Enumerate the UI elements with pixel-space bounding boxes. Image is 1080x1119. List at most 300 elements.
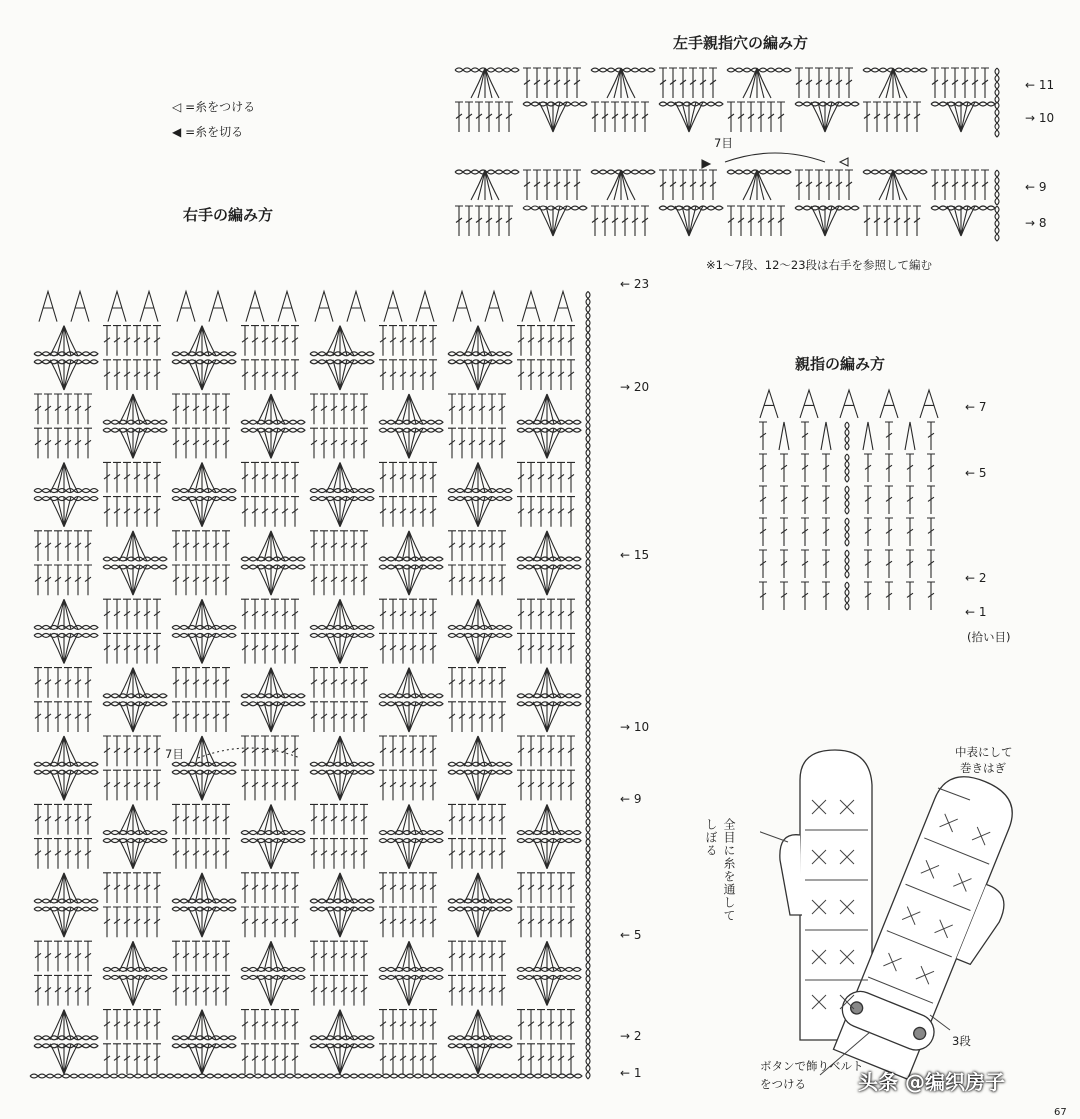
double-crochet-symbol xyxy=(271,907,279,937)
chain-stitch-symbol xyxy=(172,1044,236,1048)
double-crochet-symbol xyxy=(409,770,417,800)
double-crochet-symbol xyxy=(350,428,358,458)
double-crochet-symbol xyxy=(84,428,92,458)
double-crochet-symbol xyxy=(419,1010,427,1040)
double-crochet-symbol xyxy=(379,1010,387,1040)
decrease-symbol xyxy=(800,390,818,418)
double-crochet-symbol xyxy=(759,550,767,578)
double-crochet-symbol xyxy=(291,873,299,903)
double-crochet-symbol xyxy=(527,326,535,356)
double-crochet-symbol xyxy=(350,839,358,869)
double-crochet-symbol xyxy=(885,518,893,546)
double-crochet-symbol xyxy=(360,975,368,1005)
double-crochet-symbol xyxy=(113,497,121,527)
double-crochet-symbol xyxy=(222,531,230,561)
double-crochet-symbol xyxy=(192,804,200,834)
double-crochet-symbol xyxy=(429,599,437,629)
double-crochet-symbol xyxy=(34,804,42,834)
chain-stitch-symbol xyxy=(310,907,374,911)
lt-row-8: → 8 xyxy=(1025,216,1047,230)
double-crochet-symbol xyxy=(291,736,299,766)
double-crochet-symbol xyxy=(64,839,72,869)
double-crochet-symbol xyxy=(399,497,407,527)
double-crochet-symbol xyxy=(153,326,161,356)
double-crochet-symbol xyxy=(498,804,506,834)
rh-row-10: → 10 xyxy=(620,720,650,734)
double-crochet-symbol xyxy=(864,582,872,610)
double-crochet-symbol xyxy=(251,326,259,356)
double-crochet-symbol xyxy=(527,497,535,527)
double-crochet-symbol xyxy=(143,497,151,527)
double-crochet-symbol xyxy=(927,550,935,578)
chain-stitch-symbol xyxy=(103,420,167,424)
double-crochet-symbol xyxy=(759,582,767,610)
chain-stitch-symbol xyxy=(241,975,305,979)
double-crochet-symbol xyxy=(961,68,969,98)
chain-stitch-symbol xyxy=(659,206,723,210)
double-crochet-symbol xyxy=(478,804,486,834)
chain-stitch-symbol xyxy=(795,206,859,210)
double-crochet-symbol xyxy=(448,975,456,1005)
double-crochet-symbol xyxy=(409,1044,417,1074)
double-crochet-symbol xyxy=(927,486,935,514)
double-crochet-symbol xyxy=(271,770,279,800)
double-crochet-symbol xyxy=(601,102,609,132)
chain-stitch-symbol xyxy=(172,352,236,356)
decrease-symbol xyxy=(71,291,89,321)
chain-stitch-symbol xyxy=(448,625,512,629)
double-crochet-symbol xyxy=(64,428,72,458)
double-crochet-symbol xyxy=(399,907,407,937)
double-crochet-symbol xyxy=(182,428,190,458)
double-crochet-symbol xyxy=(222,394,230,424)
double-crochet-symbol xyxy=(767,102,775,132)
double-crochet-symbol xyxy=(517,907,525,937)
double-crochet-symbol xyxy=(537,1044,545,1074)
double-crochet-symbol xyxy=(863,102,871,132)
double-crochet-symbol xyxy=(64,941,72,971)
double-crochet-symbol xyxy=(537,360,545,390)
label-button-line2: をつける xyxy=(760,1077,806,1091)
double-crochet-symbol xyxy=(251,633,259,663)
double-crochet-symbol xyxy=(241,907,249,937)
double-crochet-symbol xyxy=(780,550,788,578)
double-crochet-symbol xyxy=(123,599,131,629)
double-crochet-symbol xyxy=(537,462,545,492)
chain-stitch-symbol xyxy=(517,420,581,424)
double-crochet-symbol xyxy=(498,394,506,424)
double-crochet-symbol xyxy=(547,770,555,800)
double-crochet-symbol xyxy=(517,462,525,492)
double-crochet-symbol xyxy=(767,206,775,236)
double-crochet-symbol xyxy=(143,873,151,903)
chain-stitch-symbol xyxy=(517,702,581,706)
double-crochet-symbol xyxy=(251,599,259,629)
thumb-hole-chain xyxy=(725,153,825,162)
double-crochet-symbol xyxy=(527,1044,535,1074)
double-crochet-symbol xyxy=(727,102,735,132)
double-crochet-symbol xyxy=(557,462,565,492)
double-crochet-symbol xyxy=(320,394,328,424)
double-crochet-symbol xyxy=(468,531,476,561)
double-crochet-symbol xyxy=(113,633,121,663)
double-crochet-symbol xyxy=(941,68,949,98)
double-crochet-symbol xyxy=(222,565,230,595)
double-crochet-symbol xyxy=(192,702,200,732)
double-crochet-symbol xyxy=(845,170,853,200)
turning-chain-symbol xyxy=(586,907,590,942)
double-crochet-symbol xyxy=(883,206,891,236)
double-crochet-symbol xyxy=(399,873,407,903)
rh-row-9: ← 9 xyxy=(620,792,642,806)
double-crochet-symbol xyxy=(389,770,397,800)
turning-chain-symbol xyxy=(845,422,849,450)
double-crochet-symbol xyxy=(981,170,989,200)
double-crochet-symbol xyxy=(360,839,368,869)
turning-chain-symbol xyxy=(586,1044,590,1079)
chain-stitch-symbol xyxy=(310,489,374,493)
double-crochet-symbol xyxy=(409,907,417,937)
double-crochet-symbol xyxy=(399,1010,407,1040)
double-crochet-symbol xyxy=(399,1044,407,1074)
double-crochet-symbol xyxy=(261,1044,269,1074)
double-crochet-symbol xyxy=(747,206,755,236)
double-crochet-symbol xyxy=(885,550,893,578)
chain-stitch-symbol xyxy=(517,694,581,698)
chain-stitch-symbol xyxy=(795,102,859,106)
double-crochet-symbol xyxy=(389,633,397,663)
double-crochet-symbol xyxy=(478,839,486,869)
double-crochet-symbol xyxy=(468,565,476,595)
chain-stitch-symbol xyxy=(34,352,98,356)
double-crochet-symbol xyxy=(567,1044,575,1074)
double-crochet-symbol xyxy=(202,702,210,732)
turning-chain-symbol xyxy=(586,736,590,771)
chain-stitch-symbol xyxy=(448,770,512,774)
lt-7-stitches-note: 7目 xyxy=(714,136,733,150)
double-crochet-symbol xyxy=(455,206,463,236)
double-crochet-symbol xyxy=(74,565,82,595)
double-crochet-symbol xyxy=(547,873,555,903)
double-crochet-symbol xyxy=(64,975,72,1005)
cut-text: =糸を切る xyxy=(185,125,244,139)
double-crochet-symbol xyxy=(757,102,765,132)
double-crochet-symbol xyxy=(475,102,483,132)
double-crochet-symbol xyxy=(330,428,338,458)
double-crochet-symbol xyxy=(182,565,190,595)
double-crochet-symbol xyxy=(389,462,397,492)
double-crochet-symbol xyxy=(409,1010,417,1040)
double-crochet-symbol xyxy=(281,360,289,390)
double-crochet-symbol xyxy=(641,102,649,132)
double-crochet-symbol xyxy=(103,360,111,390)
double-crochet-symbol xyxy=(801,486,809,514)
double-crochet-symbol xyxy=(182,804,190,834)
double-crochet-symbol xyxy=(389,907,397,937)
double-crochet-symbol xyxy=(737,206,745,236)
double-crochet-symbol xyxy=(379,770,387,800)
double-crochet-symbol xyxy=(527,599,535,629)
chain-stitch-symbol xyxy=(448,633,512,637)
double-crochet-symbol xyxy=(360,531,368,561)
double-crochet-symbol xyxy=(74,394,82,424)
chain-stitch-symbol xyxy=(931,102,995,106)
double-crochet-symbol xyxy=(291,462,299,492)
double-crochet-symbol xyxy=(192,668,200,698)
double-crochet-symbol xyxy=(379,360,387,390)
double-crochet-symbol xyxy=(133,736,141,766)
chain-stitch-symbol xyxy=(310,360,374,364)
chain-stitch-symbol xyxy=(172,360,236,364)
double-crochet-symbol xyxy=(547,599,555,629)
decrease-symbol xyxy=(384,291,402,321)
label-button-line1: ボタンで飾りベルト xyxy=(760,1059,864,1073)
turning-chain-symbol xyxy=(845,550,849,578)
double-crochet-symbol xyxy=(34,941,42,971)
double-crochet-symbol xyxy=(557,736,565,766)
double-crochet-symbol xyxy=(885,582,893,610)
rh-row-23: ← 23 xyxy=(620,277,650,291)
double-crochet-symbol xyxy=(537,770,545,800)
double-crochet-symbol xyxy=(379,462,387,492)
decrease-symbol xyxy=(39,291,57,321)
label-seam-line2: 巻きはぎ xyxy=(960,761,1006,775)
double-crochet-symbol xyxy=(485,206,493,236)
double-crochet-symbol xyxy=(123,770,131,800)
double-crochet-symbol xyxy=(547,326,555,356)
chain-stitch-symbol xyxy=(310,1044,374,1048)
double-crochet-symbol xyxy=(498,702,506,732)
double-crochet-symbol xyxy=(241,1010,249,1040)
double-crochet-symbol xyxy=(458,668,466,698)
double-crochet-symbol xyxy=(44,394,52,424)
thumb-chart xyxy=(755,386,955,618)
chain-stitch-symbol xyxy=(310,352,374,356)
double-crochet-symbol xyxy=(873,102,881,132)
double-crochet-symbol xyxy=(429,1044,437,1074)
double-crochet-symbol xyxy=(399,736,407,766)
double-crochet-symbol xyxy=(113,1044,121,1074)
double-crochet-symbol xyxy=(34,975,42,1005)
double-crochet-symbol xyxy=(448,668,456,698)
double-crochet-symbol xyxy=(281,1010,289,1040)
double-crochet-symbol xyxy=(103,633,111,663)
double-crochet-symbol xyxy=(113,599,121,629)
chain-stitch-symbol xyxy=(517,839,581,843)
double-crochet-symbol xyxy=(143,1044,151,1074)
double-crochet-symbol xyxy=(172,839,180,869)
double-crochet-symbol xyxy=(468,839,476,869)
double-crochet-symbol xyxy=(777,102,785,132)
double-crochet-symbol xyxy=(679,170,687,200)
double-crochet-symbol xyxy=(84,702,92,732)
double-crochet-symbol xyxy=(495,102,503,132)
double-crochet-symbol xyxy=(310,975,318,1005)
double-crochet-symbol xyxy=(517,360,525,390)
double-crochet-symbol xyxy=(54,428,62,458)
double-crochet-symbol xyxy=(241,360,249,390)
double-crochet-symbol xyxy=(822,582,830,610)
chain-stitch-symbol xyxy=(448,1036,512,1040)
double-crochet-symbol xyxy=(192,531,200,561)
double-crochet-symbol xyxy=(419,736,427,766)
thumb-title: 親指の編み方 xyxy=(795,355,886,373)
double-crochet-symbol xyxy=(458,565,466,595)
double-crochet-symbol xyxy=(567,497,575,527)
turning-chain-symbol xyxy=(586,394,590,429)
double-crochet-symbol xyxy=(123,873,131,903)
double-crochet-symbol xyxy=(44,839,52,869)
double-crochet-symbol xyxy=(172,668,180,698)
double-crochet-symbol xyxy=(468,428,476,458)
double-crochet-symbol xyxy=(485,102,493,132)
double-crochet-symbol xyxy=(488,702,496,732)
double-crochet-symbol xyxy=(537,599,545,629)
double-crochet-symbol xyxy=(113,873,121,903)
double-crochet-symbol xyxy=(537,1010,545,1040)
double-crochet-symbol xyxy=(261,770,269,800)
double-crochet-symbol xyxy=(310,804,318,834)
double-crochet-symbol xyxy=(123,326,131,356)
turning-chain-symbol xyxy=(845,518,849,546)
decrease-symbol xyxy=(315,291,333,321)
double-crochet-symbol xyxy=(44,941,52,971)
double-crochet-symbol xyxy=(320,975,328,1005)
double-crochet-symbol xyxy=(182,941,190,971)
double-crochet-symbol xyxy=(927,422,935,450)
double-crochet-symbol xyxy=(222,668,230,698)
double-crochet-symbol xyxy=(251,770,259,800)
chain-stitch-symbol xyxy=(172,489,236,493)
turning-chain-symbol xyxy=(586,462,590,497)
lt-row-11: ← 11 xyxy=(1025,78,1055,92)
double-crochet-symbol xyxy=(123,497,131,527)
double-crochet-symbol xyxy=(885,486,893,514)
double-crochet-symbol xyxy=(172,975,180,1005)
double-crochet-symbol xyxy=(631,102,639,132)
double-crochet-symbol xyxy=(320,941,328,971)
double-crochet-symbol xyxy=(360,941,368,971)
double-crochet-symbol xyxy=(659,68,667,98)
double-crochet-symbol xyxy=(429,736,437,766)
double-crochet-symbol xyxy=(601,206,609,236)
double-crochet-symbol xyxy=(488,428,496,458)
double-crochet-symbol xyxy=(84,941,92,971)
double-crochet-symbol xyxy=(153,497,161,527)
double-crochet-symbol xyxy=(340,428,348,458)
double-crochet-symbol xyxy=(222,975,230,1005)
double-crochet-symbol xyxy=(547,736,555,766)
double-crochet-symbol xyxy=(330,839,338,869)
double-crochet-symbol xyxy=(192,394,200,424)
double-crochet-symbol xyxy=(409,462,417,492)
double-crochet-symbol xyxy=(533,68,541,98)
chain-stitch-symbol xyxy=(241,565,305,569)
double-crochet-symbol xyxy=(320,428,328,458)
double-crochet-symbol xyxy=(419,462,427,492)
double-crochet-symbol xyxy=(251,1010,259,1040)
lt-row-10: → 10 xyxy=(1025,111,1055,125)
double-crochet-symbol xyxy=(330,804,338,834)
double-crochet-symbol xyxy=(241,770,249,800)
chain-stitch-symbol xyxy=(591,68,655,72)
double-crochet-symbol xyxy=(537,873,545,903)
double-crochet-symbol xyxy=(815,170,823,200)
double-crochet-symbol xyxy=(54,531,62,561)
double-crochet-symbol xyxy=(419,770,427,800)
double-crochet-symbol xyxy=(527,462,535,492)
rh-row-5: ← 5 xyxy=(620,928,642,942)
double-crochet-symbol xyxy=(222,941,230,971)
double-crochet-symbol xyxy=(399,360,407,390)
chain-stitch-symbol xyxy=(310,770,374,774)
chain-stitch-symbol xyxy=(241,557,305,561)
double-crochet-symbol xyxy=(759,422,767,450)
double-crochet-symbol xyxy=(448,531,456,561)
double-crochet-symbol xyxy=(350,531,358,561)
chain-stitch-symbol xyxy=(172,762,236,766)
chain-stitch-symbol xyxy=(448,907,512,911)
double-crochet-symbol xyxy=(409,497,417,527)
chain-stitch-symbol xyxy=(34,360,98,364)
double-crochet-symbol xyxy=(133,599,141,629)
double-crochet-symbol xyxy=(192,975,200,1005)
double-crochet-symbol xyxy=(759,518,767,546)
double-crochet-symbol xyxy=(143,770,151,800)
turning-chain-symbol xyxy=(586,497,590,532)
double-crochet-symbol xyxy=(822,454,830,482)
double-crochet-symbol xyxy=(133,770,141,800)
double-crochet-symbol xyxy=(478,531,486,561)
turning-chain-symbol xyxy=(586,633,590,668)
double-crochet-symbol xyxy=(801,550,809,578)
double-crochet-symbol xyxy=(261,873,269,903)
chain-stitch-symbol xyxy=(103,975,167,979)
double-crochet-symbol xyxy=(429,1010,437,1040)
double-crochet-symbol xyxy=(103,907,111,937)
double-crochet-symbol xyxy=(517,633,525,663)
chain-stitch-symbol xyxy=(517,428,581,432)
double-crochet-symbol xyxy=(567,736,575,766)
double-crochet-symbol xyxy=(222,804,230,834)
double-crochet-symbol xyxy=(261,360,269,390)
chain-stitch-symbol xyxy=(34,633,98,637)
double-crochet-symbol xyxy=(330,565,338,595)
double-crochet-symbol xyxy=(399,599,407,629)
chain-stitch-symbol xyxy=(34,770,98,774)
double-crochet-symbol xyxy=(780,454,788,482)
double-crochet-symbol xyxy=(54,804,62,834)
double-crochet-symbol xyxy=(182,394,190,424)
decrease-symbol xyxy=(209,291,227,321)
double-crochet-symbol xyxy=(389,326,397,356)
double-crochet-symbol xyxy=(825,170,833,200)
double-crochet-symbol xyxy=(498,565,506,595)
double-crochet-symbol xyxy=(533,170,541,200)
double-crochet-symbol xyxy=(523,170,531,200)
double-crochet-symbol xyxy=(340,531,348,561)
double-crochet-symbol xyxy=(241,599,249,629)
double-crochet-symbol xyxy=(458,428,466,458)
turning-chain-symbol xyxy=(845,454,849,482)
double-crochet-symbol xyxy=(133,360,141,390)
double-crochet-symbol xyxy=(864,518,872,546)
double-crochet-symbol xyxy=(517,1044,525,1074)
double-crochet-symbol xyxy=(419,1044,427,1074)
double-crochet-symbol xyxy=(123,462,131,492)
double-crochet-symbol xyxy=(113,360,121,390)
double-crochet-symbol xyxy=(153,633,161,663)
